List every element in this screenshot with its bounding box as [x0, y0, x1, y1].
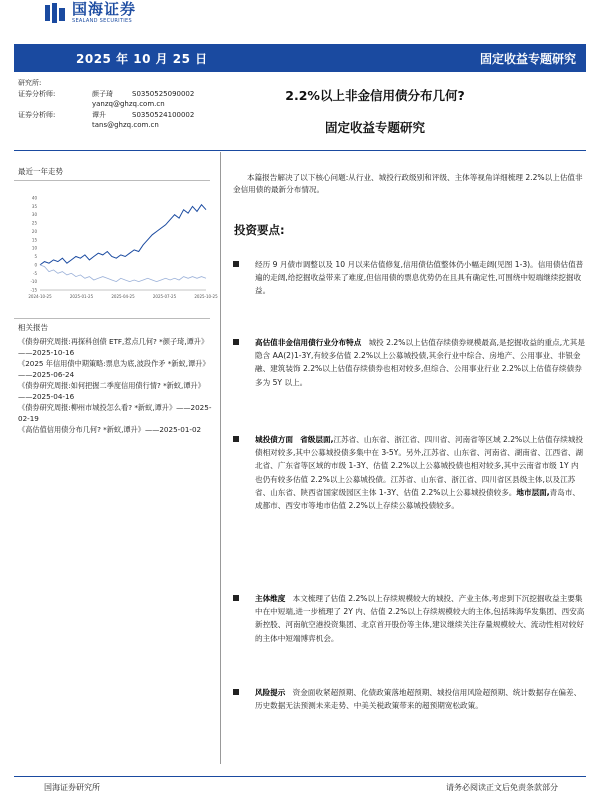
trend-chart — [14, 190, 218, 308]
x-tick-label: 2025-10-25 — [194, 294, 218, 299]
footer-left: 国海证券研究所 — [44, 783, 100, 792]
column-divider — [220, 152, 221, 764]
report-category: 固定收益专题研究 — [479, 52, 576, 66]
bullet-square-icon — [233, 436, 239, 442]
bullet-text: 城投 2.2%以上估值存续债券规模最高,是挖掘收益的重点,尤其是隐含 AA(2)1-3Y,有较多估值 2.2%以上公募城投债,其余行业中综合、房地产、公用事业、非银金融、建筑装饰 2.2%以上估值存续债券也相对较多,但综合、公用事业行业 2.2%以上估值存续债券多为 5Y 以上。 — [255, 338, 585, 387]
page-subtitle: 固定收益专题研究 — [324, 120, 425, 135]
related-reports — [18, 336, 218, 435]
y-tick-label: 25 — [31, 220, 37, 226]
bullet-text: 江苏省、山东省、浙江省、四川省、河南省等区域 2.2%以上估值存续城投债相对较多,其中公募城投债多集中在 3-5Y。另外,江苏省、山东省、河南省、湖南省、江西省、湖北省、广东省等区域的市级 1-3Y、估值 2.2%以上公募城投债也相对较多,其中云南省市级 1Y 内也仍有较多估值 2.2%以上公募城投债。江苏省、山东省、浙江省、四川省区县级主体,以及江苏省、山东省、陕西省国家级园区主体 1-3Y、估值 2.2%以上公募城投债较多。 — [255, 435, 584, 497]
bullet-item — [233, 336, 585, 389]
logo-cn: 国海证券 — [72, 0, 137, 18]
y-tick-label: 35 — [31, 203, 37, 209]
bullet-item — [233, 258, 585, 298]
report-link[interactable]: 《2025 年信用债中期策略:票息为底,波段作矛 *新蚁,谭升》——2025-06-24 — [18, 359, 210, 379]
logo-en: SEALAND SECURITIES — [72, 18, 132, 24]
analyst-heading: 研究所: — [18, 79, 42, 87]
analyst-id: S0350524100002 — [132, 110, 195, 119]
bullet-lead: 高估值非金信用债行业分布特点 — [255, 338, 362, 347]
bullet-square-icon — [233, 595, 239, 601]
bullet-square-icon — [233, 689, 239, 695]
bullet-lead: 风险提示 — [255, 688, 286, 697]
y-tick-label: 10 — [31, 245, 37, 251]
divider — [14, 180, 210, 181]
report-link[interactable]: 《债券研究周报:再探科创债 ETF,惹点几何? *颜子琦,谭升》——2025-10-16 — [18, 337, 209, 357]
report-link[interactable]: 《高估值信用债分布几何? *新蚁,谭升》——2025-01-02 — [18, 425, 202, 434]
analyst-name: 谭升 — [92, 110, 106, 119]
y-tick-label: 0 — [34, 262, 37, 268]
bullet-lead: 地市层面, — [516, 487, 550, 497]
divider — [14, 318, 210, 319]
analyst-email[interactable]: tans@ghzq.com.cn — [92, 121, 159, 129]
brand-logo — [44, 2, 136, 24]
reports-title: 相关报告 — [18, 323, 48, 332]
bullet-text: 资金面收紧超预期、化债政策落地超预期、城投信用风险超预期、统计数据存在偏差、历史数据无法预测未来走势、中美关税政策带来的超预期宽松政策。 — [255, 688, 582, 711]
bullet-text: 经历 9 月债市调整以及 10 月以来估值修复,信用债估值整体仍小幅走阔(见图 1-3)。信用债估值普遍的走阔,给挖掘收益带来了难度,但信用债的票息优势仍在且具有确定性,可围绕中短端继续挖掘收益。 — [255, 260, 584, 296]
x-tick-label: 2024-10-25 — [28, 294, 52, 299]
y-tick-label: -15 — [30, 287, 37, 293]
y-tick-label: -10 — [30, 279, 37, 285]
x-tick-label: 2025-04-25 — [111, 294, 135, 299]
bullet-text: 本文梳理了估值 2.2%以上存续规模较大的城投、产业主体,考虑到下沉挖掘收益主要集中在中短端,进一步梳理了 2Y 内、估值 2.2%以上存续规模较大的主体,包括珠海华发集团、西安高新控股、河南航空港投资集团、北京首开股份等主体,建议继续关注存量规模较大、流动性相对较好的主体中短端博弈机会。 — [255, 594, 585, 643]
trend-title: 最近一年走势 — [18, 167, 63, 176]
bullet-text: 青岛市、成都市、西安市等地市估值 2.2%以上存续公募城投债较多。 — [255, 487, 581, 511]
y-tick-label: 20 — [31, 228, 37, 234]
bullet-item — [233, 686, 585, 712]
bullet-item — [233, 592, 585, 645]
y-tick-label: -5 — [33, 270, 37, 276]
bullet-item — [233, 433, 585, 512]
footer-disclaimer: 请务必阅读正文后免责条款部分 — [446, 783, 558, 792]
y-tick-label: 15 — [31, 237, 37, 243]
y-tick-label: 5 — [34, 254, 37, 260]
series-line-trend — [40, 205, 206, 265]
report-date: 2025 年 10 月 25 日 — [76, 52, 208, 66]
series-line-benchmark — [40, 265, 206, 282]
y-tick-label: 40 — [31, 195, 37, 201]
section-title: 投资要点: — [234, 223, 285, 237]
header-bar — [14, 44, 586, 72]
bullet-lead: 主体维度 — [255, 594, 286, 603]
report-link[interactable]: 《债券研究周报:柳州市城投怎么看? *新蚁,谭升》——2025-02-19 — [18, 403, 212, 423]
bullet-lead: 省级层面, — [300, 435, 334, 444]
bullet-lead: 城投债方面 — [255, 435, 293, 444]
x-tick-label: 2025-01-25 — [69, 294, 94, 299]
bullet-square-icon — [233, 261, 239, 267]
analyst-label: 证券分析师: — [18, 89, 56, 98]
report-link[interactable]: 《债券研究周报:如何把握二季度信用债行情? *新蚁,谭升》——2025-04-16 — [18, 381, 205, 401]
bullet-square-icon — [233, 339, 239, 345]
y-tick-label: 30 — [31, 212, 37, 218]
divider — [14, 150, 586, 151]
analyst-block — [18, 78, 194, 131]
analyst-name: 颜子琦 — [92, 89, 113, 98]
intro-paragraph: 本篇报告解决了以下核心问题:从行业、城投行政级别和评级、主体等视角详细梳理 2.2%以上估值非金信用债的最新分布情况。 — [233, 173, 583, 194]
analyst-label: 证券分析师: — [18, 110, 56, 119]
page-title: 2.2%以上非金信用债分布几何? — [285, 88, 465, 103]
footer-divider — [14, 776, 586, 777]
logo-icon — [44, 2, 66, 24]
x-tick-label: 2025-07-25 — [152, 294, 177, 299]
analyst-id: S0350525090002 — [132, 89, 195, 98]
analyst-email[interactable]: yanzq@ghzq.com.cn — [92, 100, 165, 108]
